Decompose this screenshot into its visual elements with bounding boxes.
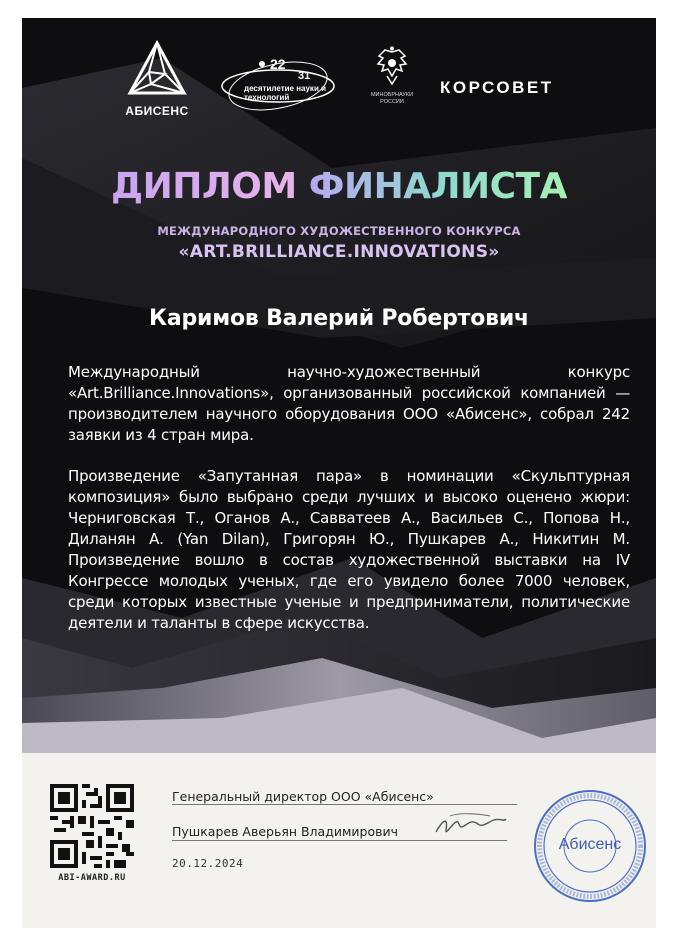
title-word-finalist: ФИНАЛИСТА xyxy=(308,166,567,207)
qr-caption: ABI-AWARD.RU xyxy=(58,873,126,883)
signer-position: Генеральный директор ООО «Абисенс» xyxy=(172,789,434,804)
decade-year-end: 31 xyxy=(298,70,311,82)
diploma-page xyxy=(22,18,656,928)
signature-line-1 xyxy=(172,804,517,805)
description-paragraph-1: Международный научно-художественный конкурс «Art.Brilliance.Innovations», организованный российской компанией — производителем научного оборудования ООО «Абисенс», собрал 242 заявки из 4 стран мира. xyxy=(68,363,630,444)
signer-name: Пушкарев Аверьян Владимирович xyxy=(172,824,398,839)
signature-line-2 xyxy=(172,840,507,841)
contest-name: «ART.BRILLIANCE.INNOVATIONS» xyxy=(178,242,500,262)
triangle-mesh-icon xyxy=(127,40,187,98)
decade-of-science-logo xyxy=(218,54,338,114)
ministry-logo xyxy=(362,46,422,106)
decade-label: десятилетие науки и технологий xyxy=(244,84,326,102)
description-paragraph-2: Произведение «Запутанная пара» в номинации «Скульптурная композиция» было выбрано среди лучших и высоко оценено жюри: Черниговская Т., Оганов А., Савватеев А., Васильев С., Попова Н., Диланян А. (Yan Dilan), Григорян Ю., Пушкарев А., Никитин М. Произведение вошло в состав художественной выставки на IV Конгрессе молодых ученых, где его увидело более 7000 человек, среди которых известные ученые и предприниматели, политические деятели и таланты в сфере искусства. xyxy=(68,467,630,632)
decade-year-start: 22 xyxy=(270,56,286,72)
recipient-name: Каримов Валерий Робертович xyxy=(149,306,529,331)
seal-company-name: Абисенс xyxy=(558,836,622,853)
abisens-logo-label: АБИСЕНС xyxy=(125,104,189,118)
qr-code[interactable] xyxy=(50,784,134,868)
handwritten-signature xyxy=(430,810,510,840)
issue-date: 20.12.2024 xyxy=(172,857,244,870)
logo-row xyxy=(22,40,656,130)
title-word-diploma: ДИПЛОМ xyxy=(111,166,297,207)
contest-subtitle: МЕЖДУНАРОДНОГО ХУДОЖЕСТВЕННОГО КОНКУРСА xyxy=(157,224,521,238)
double-eagle-emblem-icon xyxy=(375,46,409,86)
diploma-title xyxy=(22,166,656,207)
abisens-logo xyxy=(112,40,202,118)
korsovet-logo: КОРСОВЕТ xyxy=(440,78,554,97)
ministry-label: МИНОБРНАУКИ РОССИИ xyxy=(370,92,414,105)
